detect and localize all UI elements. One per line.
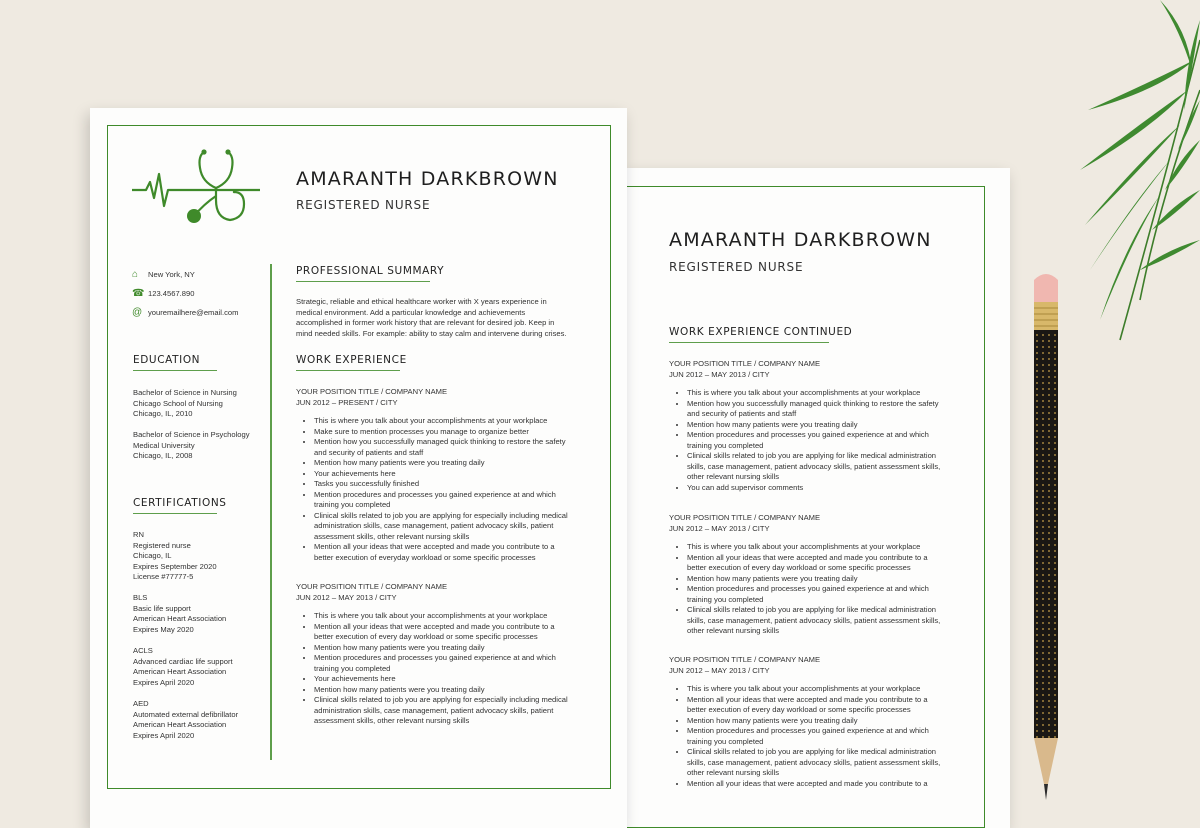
certification-detail: American Heart Association [133, 720, 238, 731]
bullet-line: • Mention how many patients were you treating daily [687, 420, 940, 431]
professional-summary-text [296, 297, 586, 339]
plant-decoration [1060, 0, 1200, 370]
professional-summary-heading: PROFESSIONAL SUMMARY [296, 265, 430, 282]
bullet-line: • You can add supervisor comments [687, 483, 940, 494]
job-bullet [314, 695, 568, 727]
certification-code: RN [133, 530, 217, 541]
education-entry [133, 430, 250, 462]
certification-detail: Chicago, IL [133, 551, 217, 562]
certifications-heading: CERTIFICATIONS [133, 497, 217, 514]
certification-detail: Expires April 2020 [133, 678, 233, 689]
bullet-line: training you completed [687, 595, 940, 606]
location-text: New York, NY [148, 270, 195, 279]
bullet-line: • Mention procedures and processes you gained experience at and which [314, 490, 568, 501]
job-bullet [314, 653, 568, 674]
job-dates: JUN 2012 – PRESENT / CITY [296, 398, 568, 409]
bullet-line: skills, case management, patient advocacy skills, patient assessment skills, [687, 616, 940, 627]
job-bullet [314, 674, 568, 685]
certification-entry [133, 699, 238, 741]
job-bullet [687, 388, 940, 399]
job-entry [296, 387, 568, 563]
education-heading: EDUCATION [133, 354, 217, 371]
email-text: youremailhere@email.com [148, 308, 238, 317]
bullet-line: • Make sure to mention processes you manage to organize better [314, 427, 568, 438]
bullet-line: • Mention procedures and processes you gained experience at and which [687, 584, 940, 595]
job-bullet [687, 716, 940, 727]
job-bullet [314, 542, 568, 563]
stethoscope-heartbeat-logo [132, 148, 260, 232]
job-bullet [314, 685, 568, 696]
job-bullets [296, 416, 568, 563]
bullet-line: • Mention procedures and processes you gained experience at and which [687, 430, 940, 441]
job-entry [669, 513, 940, 637]
bullet-line: and security of patients and staff [314, 448, 568, 459]
bullet-line: • Clinical skills related to job you are applying for especially including medical [314, 511, 568, 522]
bullet-line: other relevant nursing skills [687, 626, 940, 637]
bullet-line: • Clinical skills related to job you are applying for like medical administration [687, 605, 940, 616]
bullet-line: • Mention how many patients were you treating daily [687, 716, 940, 727]
place: Chicago, IL, 2010 [133, 409, 237, 420]
job-bullet [687, 605, 940, 637]
job-bullet [314, 511, 568, 543]
job-title: YOUR POSITION TITLE / COMPANY NAME [669, 655, 940, 666]
candidate-role: REGISTERED NURSE [296, 198, 430, 212]
certification-detail: Expires September 2020 [133, 562, 217, 573]
job-bullet [687, 399, 940, 420]
place: Chicago, IL, 2008 [133, 451, 250, 462]
job-bullet [687, 779, 940, 790]
job-bullet [314, 611, 568, 622]
bullet-line: • Your achievements here [314, 469, 568, 480]
job-bullet [687, 684, 940, 695]
bullet-line: • Clinical skills related to job you are applying for especially including medical [314, 695, 568, 706]
bullet-line: • This is where you talk about your accomplishments at your workplace [314, 416, 568, 427]
certification-code: ACLS [133, 646, 233, 657]
job-entry [669, 655, 940, 789]
bullet-line: training you completed [314, 500, 568, 511]
job-bullets [669, 684, 940, 789]
job-dates: JUN 2012 – MAY 2013 / CITY [296, 593, 568, 604]
certification-detail: Registered nurse [133, 541, 217, 552]
phone-text: 123.4567.890 [148, 289, 194, 298]
summary-line: medical environment. Add a particular knowledge and achievements [296, 308, 586, 319]
contact-location [132, 269, 195, 280]
degree: Bachelor of Science in Nursing [133, 388, 237, 399]
bullet-line: training you completed [314, 664, 568, 675]
job-bullet [687, 542, 940, 553]
bullet-line: • Mention all your ideas that were accepted and made you contribute to a [314, 622, 568, 633]
bullet-line: • Mention how many patients were you treating daily [314, 643, 568, 654]
job-bullet [687, 695, 940, 716]
bullet-line: skills, case management, patient advocacy skills, patient assessment skills, [687, 462, 940, 473]
resume-page-2 [627, 168, 1010, 828]
job-title: YOUR POSITION TITLE / COMPANY NAME [296, 582, 568, 593]
bullet-line: better execution of every day workload or some specific processes [687, 563, 940, 574]
job-bullets [669, 542, 940, 637]
bullet-line: • Mention how many patients were you treating daily [687, 574, 940, 585]
job-bullet [687, 483, 940, 494]
bullet-line: • Tasks you successfully finished [314, 479, 568, 490]
certification-entry [133, 646, 233, 688]
job-bullet [314, 469, 568, 480]
certification-detail: Advanced cardiac life support [133, 657, 233, 668]
job-bullet [687, 430, 940, 451]
column-divider [270, 264, 272, 760]
job-bullet [314, 427, 568, 438]
resume-page-1 [90, 108, 627, 828]
job-entry [296, 582, 568, 727]
bullet-line: training you completed [687, 737, 940, 748]
candidate-name: AMARANTH DARKBROWN [669, 229, 932, 251]
bullet-line: • Mention all your ideas that were accepted and made you contribute to a [687, 695, 940, 706]
job-bullet [687, 747, 940, 779]
bullet-line: administration skills, case management, patient advocacy skills, patient [314, 706, 568, 717]
job-bullet [687, 553, 940, 574]
bullet-line: • This is where you talk about your accomplishments at your workplace [687, 542, 940, 553]
contact-phone [132, 288, 194, 299]
candidate-role: REGISTERED NURSE [669, 260, 803, 274]
bullet-line: • Your achievements here [314, 674, 568, 685]
job-bullet [314, 622, 568, 643]
certification-entry [133, 530, 217, 583]
certification-code: BLS [133, 593, 226, 604]
candidate-name: AMARANTH DARKBROWN [296, 168, 559, 190]
bullet-line: • Mention all your ideas that were accepted and made you contribute to a [687, 779, 940, 790]
job-bullets [669, 388, 940, 493]
school: Chicago School of Nursing [133, 399, 237, 410]
bullet-line: • Mention how you successfully managed quick thinking to restore the safety [687, 399, 940, 410]
bullet-line: • This is where you talk about your accomplishments at your workplace [314, 611, 568, 622]
certification-detail: American Heart Association [133, 614, 226, 625]
certification-detail: Expires May 2020 [133, 625, 226, 636]
degree: Bachelor of Science in Psychology [133, 430, 250, 441]
job-bullet [687, 451, 940, 483]
job-entry [669, 359, 940, 493]
certification-code: AED [133, 699, 238, 710]
pencil-decoration [1028, 272, 1064, 800]
bullet-line: better execution of every day workload or some specific processes [314, 632, 568, 643]
phone-icon: ☎ [132, 288, 148, 299]
job-bullet [314, 490, 568, 511]
bullet-line: • Mention how many patients were you treating daily [314, 458, 568, 469]
job-bullet [687, 574, 940, 585]
job-title: YOUR POSITION TITLE / COMPANY NAME [669, 359, 940, 370]
bullet-line: other relevant nursing skills [687, 472, 940, 483]
job-bullets [296, 611, 568, 727]
bullet-line: • This is where you talk about your accomplishments at your workplace [687, 684, 940, 695]
job-bullet [687, 726, 940, 747]
job-bullet [314, 458, 568, 469]
job-dates: JUN 2012 – MAY 2013 / CITY [669, 524, 940, 535]
bullet-line: assessment skills, other relevant nursing skills [314, 532, 568, 543]
job-dates: JUN 2012 – MAY 2013 / CITY [669, 370, 940, 381]
bullet-line: • Mention how you successfully managed quick thinking to restore the safety [314, 437, 568, 448]
job-bullet [314, 416, 568, 427]
bullet-line: better execution of every day workload or some specific processes [687, 705, 940, 716]
bullet-line: • Mention how many patients were you treating daily [314, 685, 568, 696]
bullet-line: better execution of everyday workload or some specific processes [314, 553, 568, 564]
bullet-line: other relevant nursing skills [687, 768, 940, 779]
work-experience-continued-heading: WORK EXPERIENCE CONTINUED [669, 326, 829, 343]
work-experience-heading: WORK EXPERIENCE [296, 354, 400, 371]
education-entry [133, 388, 237, 420]
contact-email [132, 307, 238, 318]
certification-detail: American Heart Association [133, 667, 233, 678]
job-bullet [687, 584, 940, 605]
summary-line: mind needed skills. For example: ability to stay calm and intervene during crises. [296, 329, 586, 340]
certification-entry [133, 593, 226, 635]
certification-detail: License #77777-5 [133, 572, 217, 583]
bullet-line: administration skills, case management, patient advocacy skills, patient [314, 521, 568, 532]
job-bullet [314, 479, 568, 490]
certification-detail: Expires April 2020 [133, 731, 238, 742]
bullet-line: skills, case management, patient advocacy skills, patient assessment skills, [687, 758, 940, 769]
bullet-line: • Mention all your ideas that were accepted and made you contribute to a [687, 553, 940, 564]
job-dates: JUN 2012 – MAY 2013 / CITY [669, 666, 940, 677]
job-title: YOUR POSITION TITLE / COMPANY NAME [669, 513, 940, 524]
bullet-line: and security of patients and staff [687, 409, 940, 420]
bullet-line: • Mention procedures and processes you gained experience at and which [314, 653, 568, 664]
summary-line: Strategic, reliable and ethical healthcare worker with X years experience in [296, 297, 586, 308]
job-bullet [314, 643, 568, 654]
bullet-line: • This is where you talk about your accomplishments at your workplace [687, 388, 940, 399]
bullet-line: • Mention procedures and processes you gained experience at and which [687, 726, 940, 737]
job-title: YOUR POSITION TITLE / COMPANY NAME [296, 387, 568, 398]
job-bullet [687, 420, 940, 431]
bullet-line: • Mention all your ideas that were accepted and made you contribute to a [314, 542, 568, 553]
school: Medical University [133, 441, 250, 452]
bullet-line: • Clinical skills related to job you are applying for like medical administration [687, 451, 940, 462]
job-bullet [314, 437, 568, 458]
bullet-line: assessment skills, other relevant nursing skills [314, 716, 568, 727]
bullet-line: training you completed [687, 441, 940, 452]
certification-detail: Automated external defibrillator [133, 710, 238, 721]
summary-line: accomplished in former work history that are relevant for desired job. Keep in [296, 318, 586, 329]
email-icon: @ [132, 307, 148, 318]
certification-detail: Basic life support [133, 604, 226, 615]
home-icon: ⌂ [132, 269, 148, 280]
bullet-line: • Clinical skills related to job you are applying for like medical administration [687, 747, 940, 758]
